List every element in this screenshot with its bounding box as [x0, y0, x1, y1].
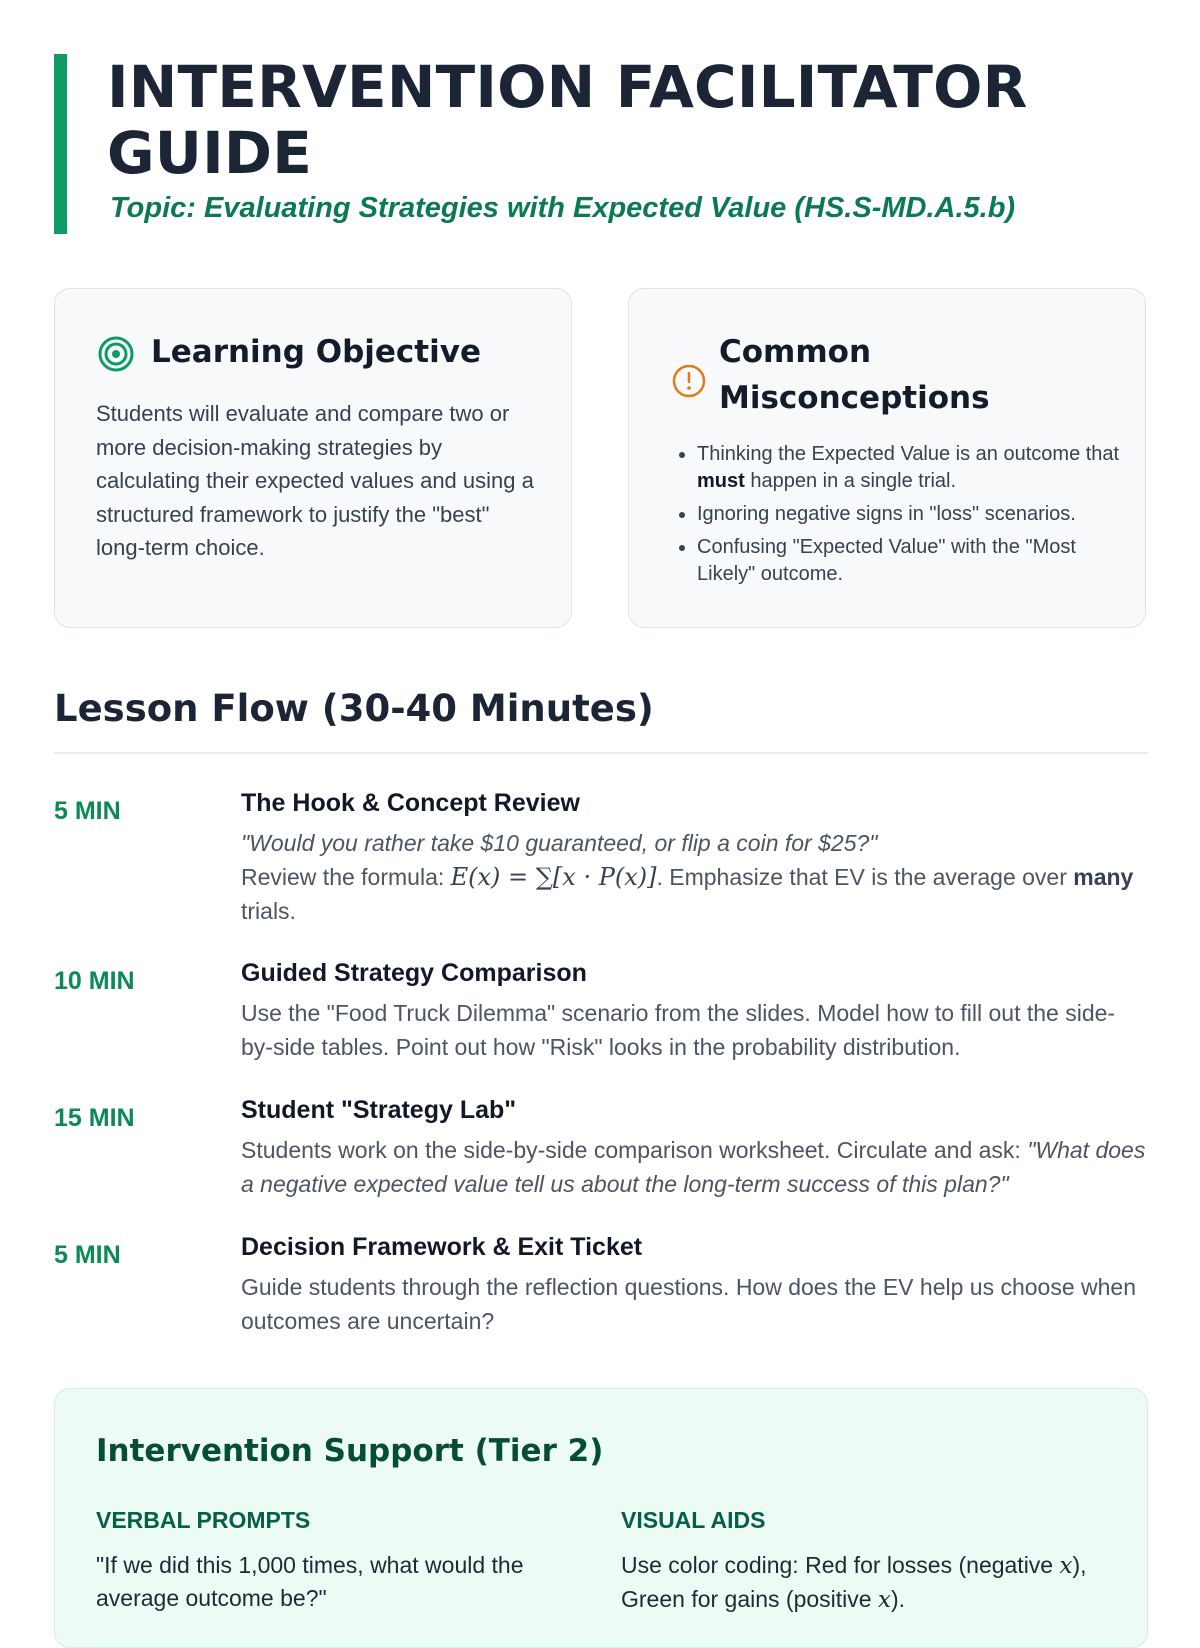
misconception-item: • Thinking the Expected Value is an outcome that must happen in a single trial.	[697, 441, 1127, 495]
step-duration: 5 MIN	[54, 1241, 121, 1269]
step-description: Use the "Food Truck Dilemma" scenario from the slides. Model how to fill out the side-by-side tables. Point out how "Risk" looks in the probability distribution.	[241, 1000, 1116, 1060]
header-accent-bar	[54, 54, 67, 234]
intervention-support-title: Intervention Support (Tier 2)	[96, 1433, 604, 1469]
ev-formula: E(x) = ∑[x · P(x)]	[450, 863, 657, 891]
step-title: Student "Strategy Lab"	[241, 1096, 517, 1124]
verbal-prompts-text: "If we did this 1,000 times, what would the average outcome be?"	[96, 1552, 524, 1611]
common-misconceptions-title: Common Misconceptions	[719, 334, 990, 416]
step-title: The Hook & Concept Review	[241, 789, 580, 817]
verbal-prompts-heading: VERBAL PROMPTS	[96, 1507, 311, 1533]
learning-objective-title: Learning Objective	[151, 334, 481, 370]
page-header	[54, 54, 1144, 234]
intervention-support-panel	[54, 1388, 1148, 1648]
step-title: Guided Strategy Comparison	[241, 959, 587, 987]
step-quote: "What does a negative expected value tell us about the long-term success of this plan?"	[241, 1137, 1146, 1197]
page-subtitle: Topic: Evaluating Strategies with Expected Value (HS.S-MD.A.5.b)	[110, 192, 1016, 224]
misconceptions-list	[669, 441, 1127, 594]
step-description: Students work on the side-by-side comparison worksheet. Circulate and ask: "What does a negative expected value tell us about the long-term success of this plan?"	[241, 1137, 1146, 1197]
misconception-item: • Ignoring negative signs in "loss" scenarios.	[697, 501, 1127, 528]
lesson-flow-heading: Lesson Flow (30-40 Minutes)	[54, 687, 654, 730]
target-icon	[97, 335, 135, 377]
learning-objective-text: Students will evaluate and compare two or more decision-making strategies by calculating their expected values and using a structured framework to justify the "best" long-term choice.	[96, 401, 534, 560]
step-title: Decision Framework & Exit Ticket	[241, 1233, 643, 1261]
visual-aids-text: Use color coding: Red for losses (negative x), Green for gains (positive x).	[621, 1552, 1087, 1613]
learning-objective-card	[54, 288, 572, 628]
step-description: Guide students through the reflection questions. How does the EV help us choose when outcomes are uncertain?	[241, 1274, 1137, 1334]
common-misconceptions-card	[628, 288, 1146, 628]
step-description: "Would you rather take $10 guaranteed, or flip a coin for $25?" Review the formula: E(x) = ∑[x · P(x)]. Emphasize that EV is the average over many trials.	[241, 830, 1134, 924]
alert-circle-icon	[671, 363, 707, 403]
visual-aids-heading: VISUAL AIDS	[621, 1507, 766, 1533]
misconception-item: • Confusing "Expected Value" with the "Most Likely" outcome.	[697, 534, 1127, 588]
section-divider	[54, 752, 1148, 754]
step-duration: 15 MIN	[54, 1104, 135, 1132]
page-title: INTERVENTION FACILITATOR GUIDE	[107, 53, 1028, 187]
step-quote: "Would you rather take $10 guaranteed, or flip a coin for $25?"	[241, 830, 878, 856]
step-duration: 5 MIN	[54, 797, 121, 825]
step-duration: 10 MIN	[54, 967, 135, 995]
